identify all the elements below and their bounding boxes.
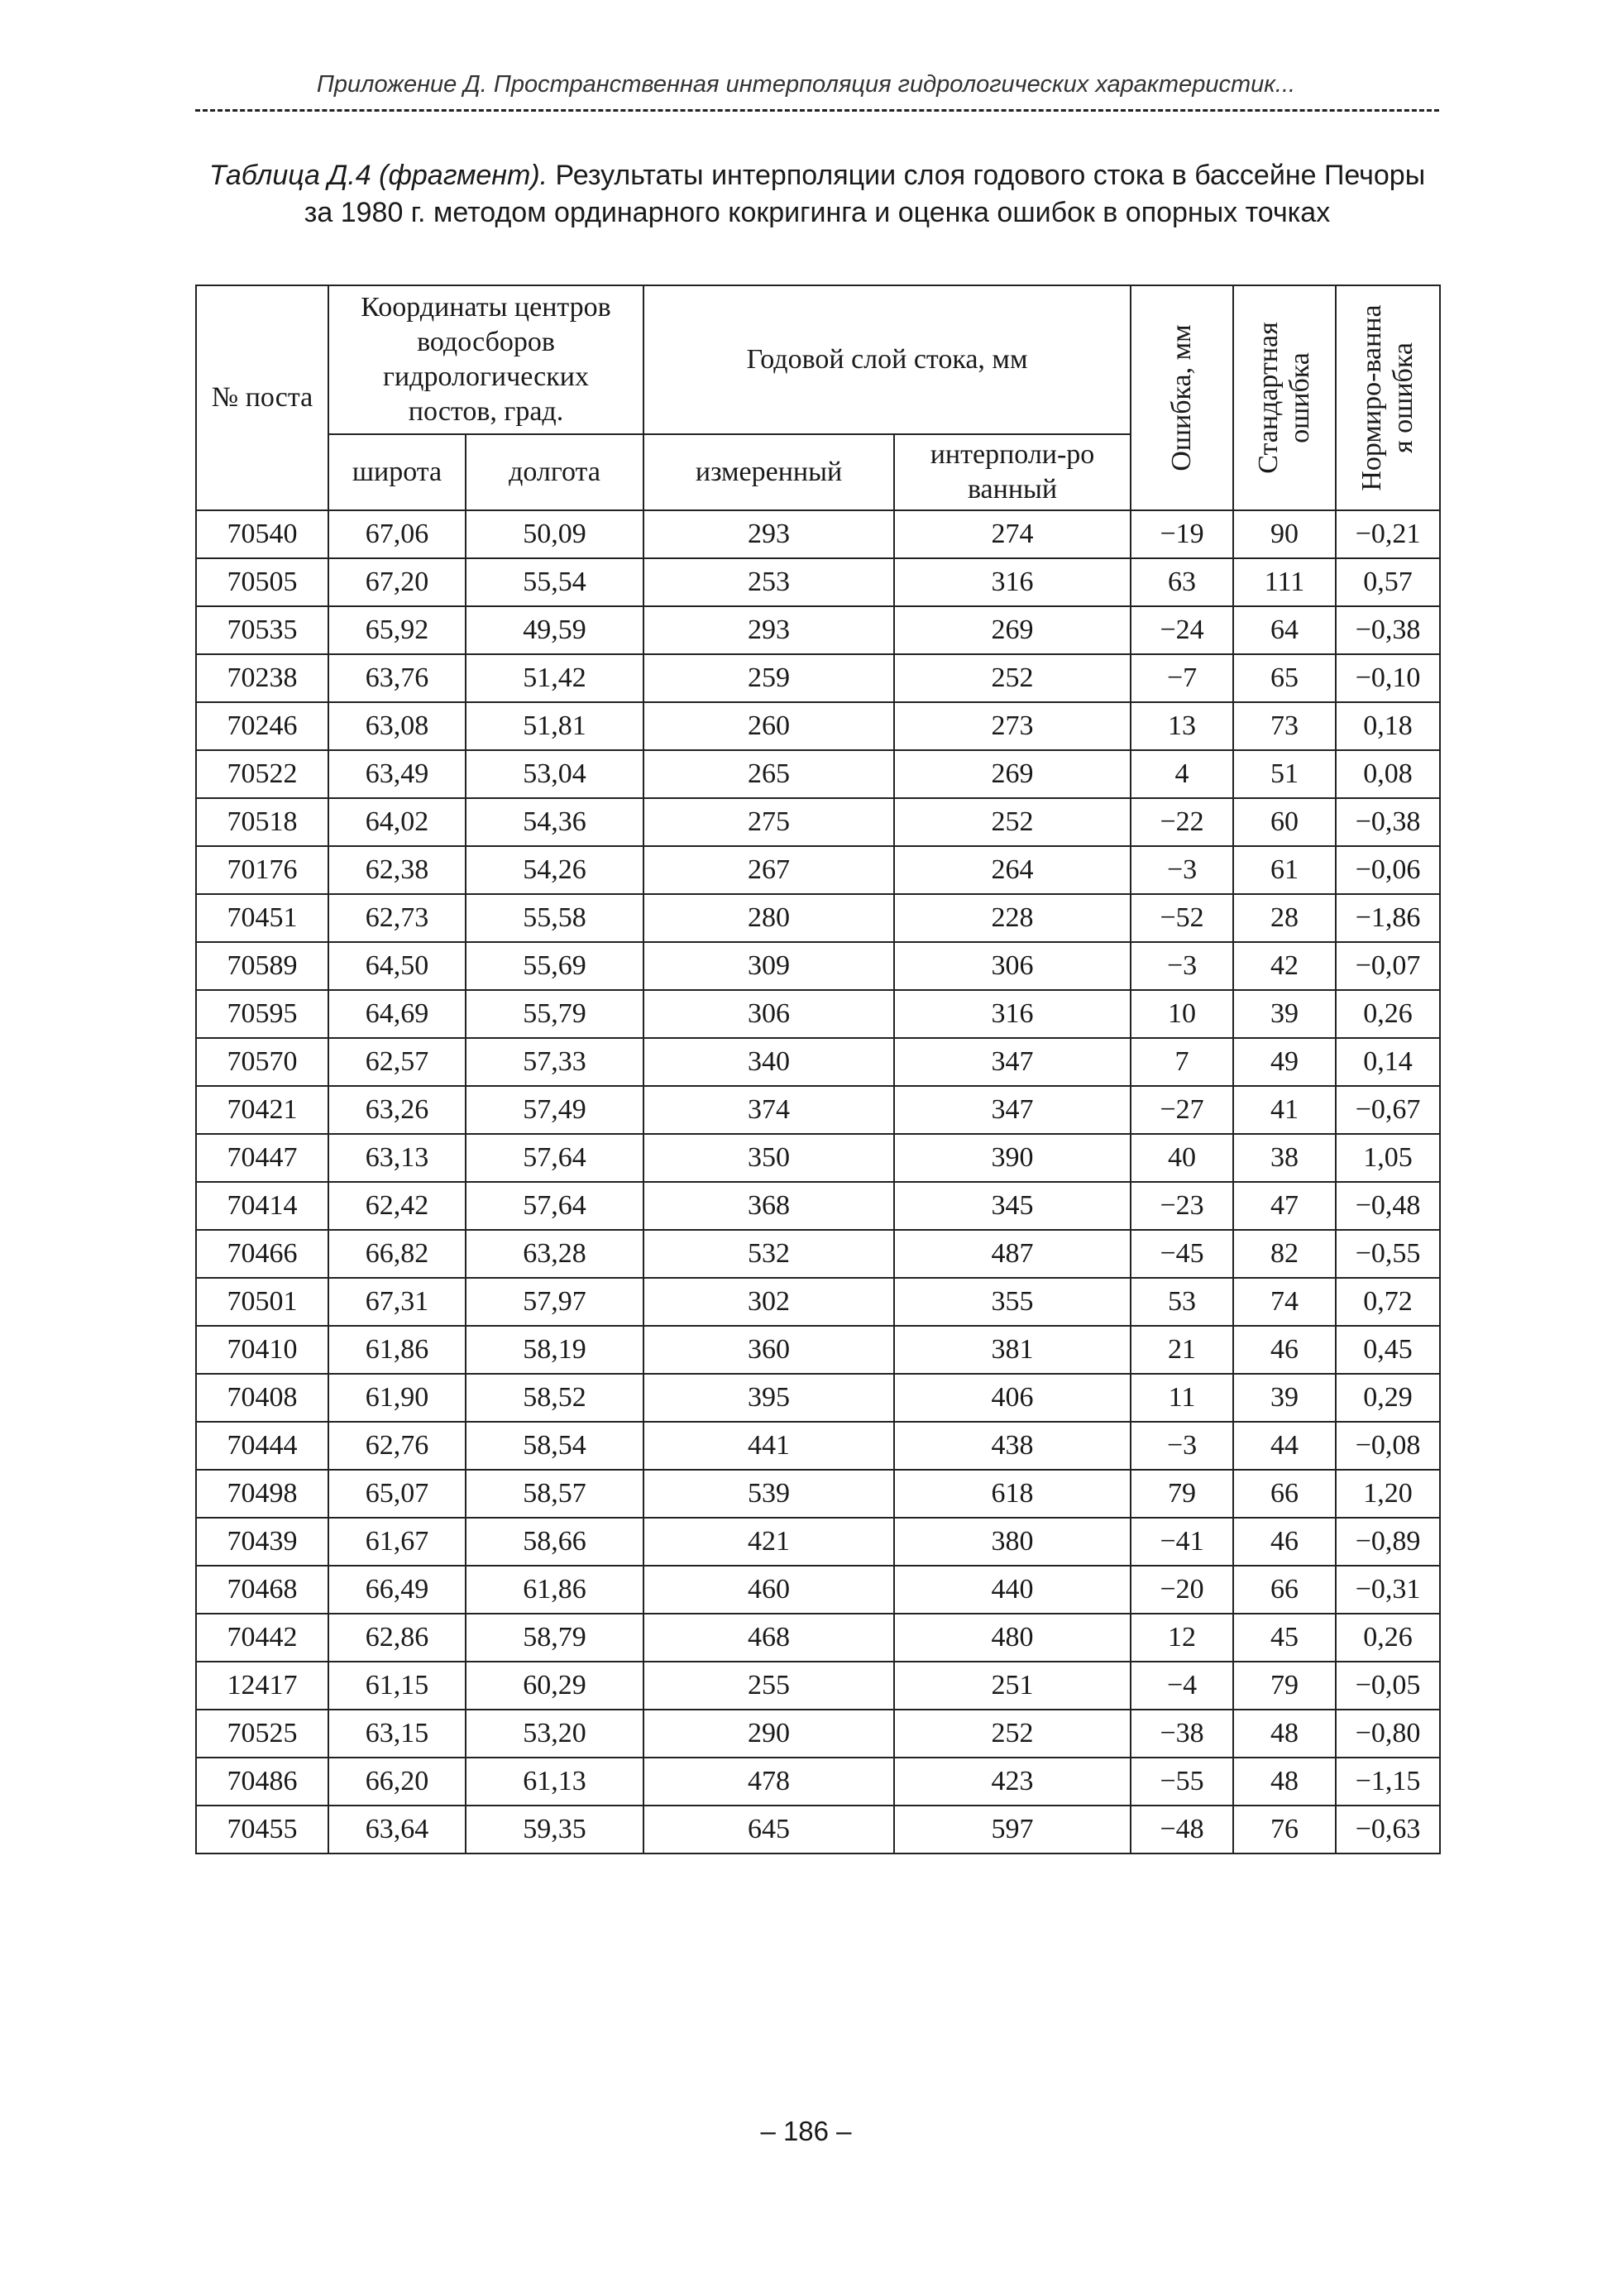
error-cell: −7 [1131,654,1233,702]
lon-cell: 58,66 [466,1518,643,1566]
lon-cell: 58,52 [466,1374,643,1422]
measured-cell: 265 [643,750,894,798]
interpolated-cell: 252 [894,798,1131,846]
post-cell: 70595 [196,990,328,1038]
header-error [1131,285,1233,510]
lat-cell: 62,76 [328,1422,466,1470]
post-cell: 70246 [196,702,328,750]
table-row [196,1710,1440,1758]
table-row [196,654,1440,702]
header-runoff: Годовой слой стока, мм [643,285,1131,434]
norm-error-cell: 0,26 [1336,1614,1440,1662]
measured-cell: 302 [643,1278,894,1326]
table-row [196,990,1440,1038]
page-number: – 186 – [760,2116,852,2146]
interpolated-cell: 228 [894,894,1131,942]
interpolated-cell: 269 [894,750,1131,798]
measured-cell: 260 [643,702,894,750]
table-header [196,285,1440,510]
lat-cell: 64,50 [328,942,466,990]
error-cell: 63 [1131,558,1233,606]
error-cell: −3 [1131,846,1233,894]
caption-text: Результаты интерполяции слоя годового стока в бассейне Печоры за 1980 г. методом ординарного кокригинга и оценка ошибок в опорных точках [304,160,1426,228]
interpolated-cell: 345 [894,1182,1131,1230]
interpolated-cell: 252 [894,654,1131,702]
std-error-cell: 48 [1233,1758,1336,1806]
error-cell: −19 [1131,510,1233,558]
lat-cell: 64,69 [328,990,466,1038]
error-cell: −52 [1131,894,1233,942]
std-error-cell: 90 [1233,510,1336,558]
table-row [196,1086,1440,1134]
lat-cell: 61,15 [328,1662,466,1710]
std-error-cell: 73 [1233,702,1336,750]
header-std-error [1233,285,1336,510]
post-cell: 70410 [196,1326,328,1374]
error-cell: −23 [1131,1182,1233,1230]
std-error-cell: 76 [1233,1806,1336,1854]
error-cell: 12 [1131,1614,1233,1662]
lon-cell: 58,57 [466,1470,643,1518]
measured-cell: 293 [643,606,894,654]
interpolated-cell: 438 [894,1422,1131,1470]
interpolated-cell: 347 [894,1086,1131,1134]
lon-cell: 55,58 [466,894,643,942]
lon-cell: 57,49 [466,1086,643,1134]
interpolated-cell: 440 [894,1566,1131,1614]
table-row [196,1038,1440,1086]
post-cell: 70505 [196,558,328,606]
lat-cell: 62,57 [328,1038,466,1086]
interpolated-cell: 487 [894,1230,1131,1278]
measured-cell: 255 [643,1662,894,1710]
norm-error-cell: −0,80 [1336,1710,1440,1758]
table-row [196,1230,1440,1278]
lat-cell: 67,31 [328,1278,466,1326]
table-row [196,1278,1440,1326]
table-caption [195,157,1439,232]
measured-cell: 290 [643,1710,894,1758]
std-error-cell: 49 [1233,1038,1336,1086]
table-body [196,510,1440,1854]
header-lon: долгота [466,434,643,510]
lon-cell: 57,64 [466,1134,643,1182]
table-row [196,606,1440,654]
measured-cell: 309 [643,942,894,990]
norm-error-cell: −0,31 [1336,1566,1440,1614]
error-cell: −20 [1131,1566,1233,1614]
std-error-cell: 64 [1233,606,1336,654]
measured-cell: 267 [643,846,894,894]
lat-cell: 62,38 [328,846,466,894]
error-cell: 79 [1131,1470,1233,1518]
table-row [196,1758,1440,1806]
measured-cell: 421 [643,1518,894,1566]
post-cell: 70498 [196,1470,328,1518]
lon-cell: 54,36 [466,798,643,846]
measured-cell: 539 [643,1470,894,1518]
lat-cell: 61,90 [328,1374,466,1422]
header-norm-error [1336,285,1440,510]
lat-cell: 64,02 [328,798,466,846]
interpolated-cell: 274 [894,510,1131,558]
norm-error-cell: −0,63 [1336,1806,1440,1854]
lon-cell: 59,35 [466,1806,643,1854]
post-cell: 70176 [196,846,328,894]
lon-cell: 57,64 [466,1182,643,1230]
std-error-cell: 47 [1233,1182,1336,1230]
lat-cell: 63,64 [328,1806,466,1854]
measured-cell: 478 [643,1758,894,1806]
std-error-cell: 79 [1233,1662,1336,1710]
error-cell: −45 [1131,1230,1233,1278]
lon-cell: 60,29 [466,1662,643,1710]
error-cell: −24 [1131,606,1233,654]
header-measured: измеренный [643,434,894,510]
std-error-cell: 46 [1233,1518,1336,1566]
norm-error-cell: −0,48 [1336,1182,1440,1230]
lon-cell: 58,54 [466,1422,643,1470]
post-cell: 70486 [196,1758,328,1806]
table-row [196,1566,1440,1614]
table-row [196,1806,1440,1854]
lon-cell: 57,33 [466,1038,643,1086]
header-post: № поста [196,285,328,510]
post-cell: 70414 [196,1182,328,1230]
post-cell: 70501 [196,1278,328,1326]
lat-cell: 61,86 [328,1326,466,1374]
header-std-error-text: Стандартная ошибка [1253,322,1316,474]
caption-label: Таблица Д.4 (фрагмент). [208,160,548,191]
post-cell: 70468 [196,1566,328,1614]
runoff-table [195,285,1441,1854]
measured-cell: 253 [643,558,894,606]
measured-cell: 532 [643,1230,894,1278]
measured-cell: 460 [643,1566,894,1614]
norm-error-cell: −1,86 [1336,894,1440,942]
norm-error-cell: 0,57 [1336,558,1440,606]
post-cell: 70238 [196,654,328,702]
error-cell: −55 [1131,1758,1233,1806]
interpolated-cell: 423 [894,1758,1131,1806]
interpolated-cell: 390 [894,1134,1131,1182]
post-cell: 70518 [196,798,328,846]
error-cell: −41 [1131,1518,1233,1566]
std-error-cell: 28 [1233,894,1336,942]
lat-cell: 65,92 [328,606,466,654]
norm-error-cell: −0,05 [1336,1662,1440,1710]
norm-error-cell: −0,10 [1336,654,1440,702]
std-error-cell: 82 [1233,1230,1336,1278]
interpolated-cell: 273 [894,702,1131,750]
lat-cell: 63,08 [328,702,466,750]
post-cell: 70525 [196,1710,328,1758]
header-interpolated: интерполи-рованный [894,434,1131,510]
lat-cell: 63,13 [328,1134,466,1182]
norm-error-cell: −1,15 [1336,1758,1440,1806]
lon-cell: 50,09 [466,510,643,558]
norm-error-cell: 0,26 [1336,990,1440,1038]
post-cell: 70570 [196,1038,328,1086]
post-cell: 70589 [196,942,328,990]
measured-cell: 374 [643,1086,894,1134]
table-row [196,558,1440,606]
post-cell: 70535 [196,606,328,654]
table-row [196,894,1440,942]
std-error-cell: 38 [1233,1134,1336,1182]
table-row [196,1662,1440,1710]
lon-cell: 53,04 [466,750,643,798]
measured-cell: 350 [643,1134,894,1182]
table-row [196,942,1440,990]
interpolated-cell: 480 [894,1614,1131,1662]
interpolated-cell: 316 [894,990,1131,1038]
std-error-cell: 61 [1233,846,1336,894]
lon-cell: 57,97 [466,1278,643,1326]
error-cell: 13 [1131,702,1233,750]
post-cell: 70447 [196,1134,328,1182]
measured-cell: 395 [643,1374,894,1422]
norm-error-cell: −0,21 [1336,510,1440,558]
norm-error-cell: 0,72 [1336,1278,1440,1326]
std-error-cell: 111 [1233,558,1336,606]
std-error-cell: 46 [1233,1326,1336,1374]
post-cell: 70439 [196,1518,328,1566]
header-norm-error-text: Нормиро-ванная ошибка [1356,304,1419,491]
error-cell: −38 [1131,1710,1233,1758]
error-cell: 11 [1131,1374,1233,1422]
table-row [196,1518,1440,1566]
std-error-cell: 51 [1233,750,1336,798]
norm-error-cell: 0,14 [1336,1038,1440,1086]
table-row [196,1470,1440,1518]
error-cell: 7 [1131,1038,1233,1086]
lat-cell: 61,67 [328,1518,466,1566]
lon-cell: 63,28 [466,1230,643,1278]
interpolated-cell: 355 [894,1278,1131,1326]
std-error-cell: 41 [1233,1086,1336,1134]
header-error-text: Ошибка, мм [1166,324,1198,471]
interpolated-cell: 306 [894,942,1131,990]
lon-cell: 61,86 [466,1566,643,1614]
lat-cell: 62,42 [328,1182,466,1230]
lon-cell: 58,79 [466,1614,643,1662]
post-cell: 70444 [196,1422,328,1470]
lon-cell: 55,69 [466,942,643,990]
interpolated-cell: 380 [894,1518,1131,1566]
error-cell: −22 [1131,798,1233,846]
norm-error-cell: 0,18 [1336,702,1440,750]
error-cell: 53 [1131,1278,1233,1326]
lat-cell: 67,06 [328,510,466,558]
error-cell: 21 [1131,1326,1233,1374]
error-cell: 4 [1131,750,1233,798]
std-error-cell: 42 [1233,942,1336,990]
norm-error-cell: −0,06 [1336,846,1440,894]
norm-error-cell: −0,55 [1336,1230,1440,1278]
lon-cell: 55,79 [466,990,643,1038]
error-cell: −4 [1131,1662,1233,1710]
post-cell: 70451 [196,894,328,942]
lon-cell: 51,42 [466,654,643,702]
post-cell: 70421 [196,1086,328,1134]
table-row [196,750,1440,798]
std-error-cell: 74 [1233,1278,1336,1326]
table-row [196,1614,1440,1662]
error-cell: −3 [1131,942,1233,990]
norm-error-cell: −0,67 [1336,1086,1440,1134]
table-row [196,510,1440,558]
measured-cell: 368 [643,1182,894,1230]
error-cell: −3 [1131,1422,1233,1470]
error-cell: 40 [1131,1134,1233,1182]
measured-cell: 645 [643,1806,894,1854]
interpolated-cell: 347 [894,1038,1131,1086]
table-row [196,1422,1440,1470]
measured-cell: 259 [643,654,894,702]
interpolated-cell: 252 [894,1710,1131,1758]
std-error-cell: 60 [1233,798,1336,846]
interpolated-cell: 406 [894,1374,1131,1422]
lat-cell: 63,76 [328,654,466,702]
post-cell: 12417 [196,1662,328,1710]
std-error-cell: 65 [1233,654,1336,702]
lat-cell: 63,15 [328,1710,466,1758]
measured-cell: 441 [643,1422,894,1470]
norm-error-cell: −0,08 [1336,1422,1440,1470]
interpolated-cell: 597 [894,1806,1131,1854]
table-row [196,798,1440,846]
running-head: Приложение Д. Пространственная интерполяция гидрологических характеристик... [316,71,1296,98]
std-error-cell: 39 [1233,1374,1336,1422]
lat-cell: 62,73 [328,894,466,942]
std-error-cell: 66 [1233,1566,1336,1614]
measured-cell: 360 [643,1326,894,1374]
lon-cell: 49,59 [466,606,643,654]
lat-cell: 63,26 [328,1086,466,1134]
std-error-cell: 66 [1233,1470,1336,1518]
lon-cell: 53,20 [466,1710,643,1758]
norm-error-cell: 1,20 [1336,1470,1440,1518]
norm-error-cell: 0,08 [1336,750,1440,798]
measured-cell: 280 [643,894,894,942]
error-cell: −48 [1131,1806,1233,1854]
measured-cell: 306 [643,990,894,1038]
lon-cell: 55,54 [466,558,643,606]
interpolated-cell: 269 [894,606,1131,654]
measured-cell: 340 [643,1038,894,1086]
post-cell: 70455 [196,1806,328,1854]
lat-cell: 67,20 [328,558,466,606]
norm-error-cell: 0,45 [1336,1326,1440,1374]
norm-error-cell: −0,38 [1336,798,1440,846]
interpolated-cell: 251 [894,1662,1131,1710]
std-error-cell: 39 [1233,990,1336,1038]
lat-cell: 65,07 [328,1470,466,1518]
header-divider [195,109,1439,112]
lat-cell: 66,20 [328,1758,466,1806]
interpolated-cell: 316 [894,558,1131,606]
norm-error-cell: 1,05 [1336,1134,1440,1182]
std-error-cell: 45 [1233,1614,1336,1662]
norm-error-cell: 0,29 [1336,1374,1440,1422]
lat-cell: 66,82 [328,1230,466,1278]
table-row [196,1326,1440,1374]
lon-cell: 51,81 [466,702,643,750]
lon-cell: 61,13 [466,1758,643,1806]
lon-cell: 54,26 [466,846,643,894]
lat-cell: 63,49 [328,750,466,798]
table-row [196,702,1440,750]
norm-error-cell: −0,07 [1336,942,1440,990]
post-cell: 70540 [196,510,328,558]
post-cell: 70442 [196,1614,328,1662]
measured-cell: 468 [643,1614,894,1662]
interpolated-cell: 618 [894,1470,1131,1518]
post-cell: 70466 [196,1230,328,1278]
std-error-cell: 48 [1233,1710,1336,1758]
measured-cell: 293 [643,510,894,558]
post-cell: 70522 [196,750,328,798]
error-cell: 10 [1131,990,1233,1038]
lon-cell: 58,19 [466,1326,643,1374]
table-row [196,1182,1440,1230]
table-row [196,1374,1440,1422]
norm-error-cell: −0,89 [1336,1518,1440,1566]
header-coords: Координаты центров водосборов гидрологических постов, град. [328,285,643,434]
post-cell: 70408 [196,1374,328,1422]
header-lat: широта [328,434,466,510]
error-cell: −27 [1131,1086,1233,1134]
interpolated-cell: 264 [894,846,1131,894]
table-row [196,846,1440,894]
lat-cell: 66,49 [328,1566,466,1614]
table-row [196,1134,1440,1182]
norm-error-cell: −0,38 [1336,606,1440,654]
std-error-cell: 44 [1233,1422,1336,1470]
lat-cell: 62,86 [328,1614,466,1662]
interpolated-cell: 381 [894,1326,1131,1374]
measured-cell: 275 [643,798,894,846]
